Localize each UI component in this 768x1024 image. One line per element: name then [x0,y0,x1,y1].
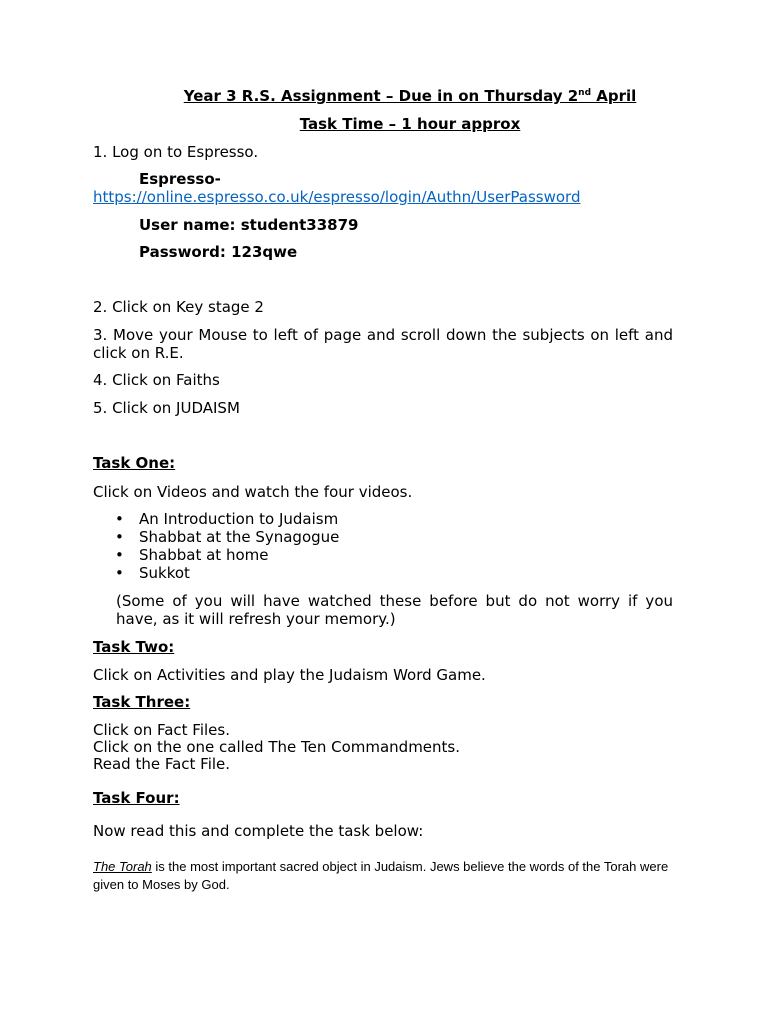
page-title: Year 3 R.S. Assignment – Due in on Thursday 2nd April [183,87,637,105]
task-one-note: (Some of you will have watched these before but do not worry if you have, as it will refresh your memory.) [116,592,673,628]
page-subtitle: Task Time – 1 hour approx [299,115,521,133]
task-two-instruction: Click on Activities and play the Judaism Word Game. [93,666,486,684]
task-four-instruction: Now read this and complete the task below: [93,822,424,840]
task-three-line-1: Click on Fact Files. [93,721,230,739]
step-2: 2. Click on Key stage 2 [93,298,264,316]
bullet-icon: • [115,510,124,528]
task-three-line-3: Read the Fact File. [93,755,231,773]
bullet-icon: • [115,564,124,582]
password-line: Password: 123qwe [139,243,298,261]
list-item: • An Introduction to Judaism [115,510,339,528]
list-item: • Shabbat at home [115,546,269,564]
task-one-heading: Task One: [93,454,176,472]
bullet-icon: • [115,528,124,546]
espresso-link[interactable]: https://online.espresso.co.uk/espresso/login/Authn/UserPassword [93,188,581,206]
task-three-line-2: Click on the one called The Ten Commandments. [93,738,461,756]
torah-paragraph: The Torah is the most important sacred object in Judaism. Jews believe the words of the Torah were given to Moses by God. [93,859,669,892]
username-line: User name: student33879 [139,216,359,234]
task-four-heading: Task Four: [93,789,180,807]
step-5: 5. Click on JUDAISM [93,399,240,417]
task-one-instruction: Click on Videos and watch the four videos. [93,483,413,501]
video-list [93,510,339,582]
step-4: 4. Click on Faiths [93,371,220,389]
step-3: 3. Move your Mouse to left of page and scroll down the subjects on left and click on R.E. [93,326,673,362]
list-item: • Shabbat at the Synagogue [115,528,340,546]
task-three-heading: Task Three: [93,693,191,711]
task-two-heading: Task Two: [93,638,175,656]
torah-term: The Torah [93,859,152,874]
espresso-label: Espresso- [139,170,221,188]
step-1: 1. Log on to Espresso. [93,143,259,161]
bullet-icon: • [115,546,124,564]
list-item: • Sukkot [115,564,190,582]
